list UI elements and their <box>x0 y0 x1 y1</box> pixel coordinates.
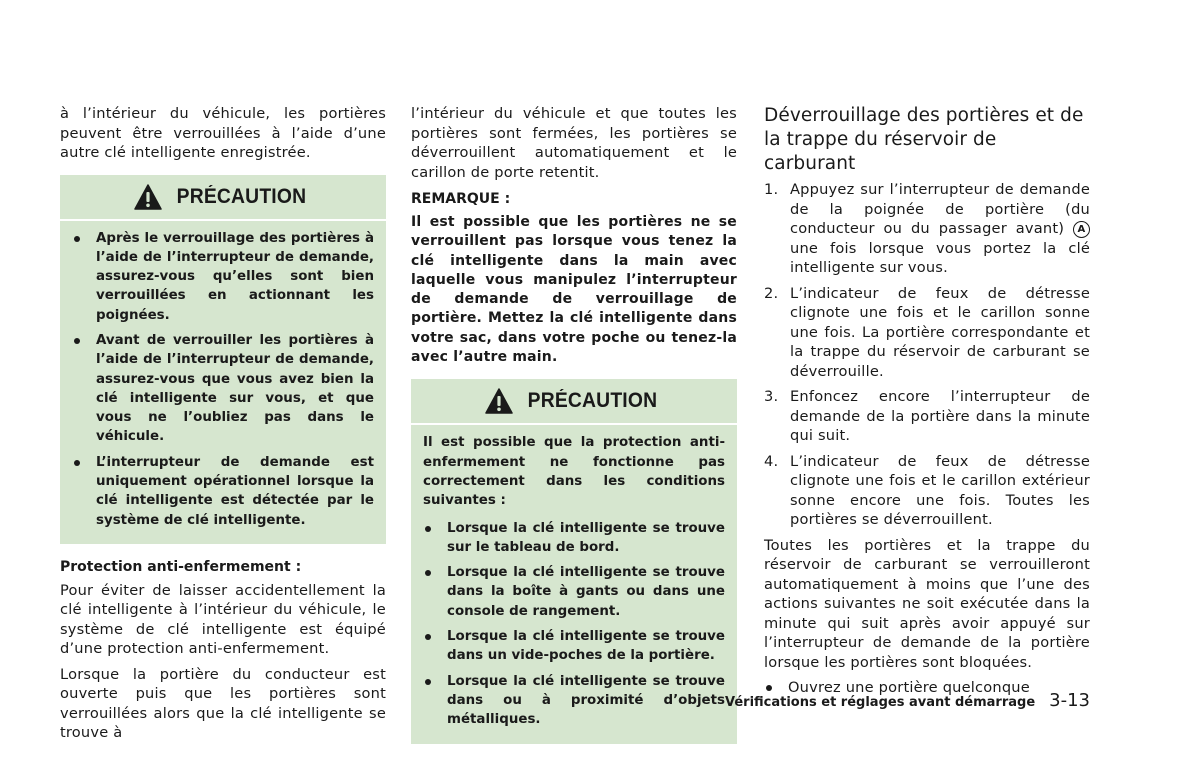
step-text: L’indicateur de feux de détresse clignote une fois et le carillon sonne une fois. La portière correspondante et la trappe du réservoir de carburant se déverrouille. <box>790 284 1090 380</box>
caution-title: PRÉCAUTION <box>527 389 658 413</box>
note-text: Il est possible que les portières ne se verrouillent pas lorsque vous tenez la clé intelligente dans la main avec laquelle vous manipulez l’interrupteur de demande de verrouillage de portière. Mettez la clé intelligente dans votre sac, dans votre poche ou tenez-la avec l’autre main. <box>411 214 737 366</box>
caution-body <box>411 425 737 729</box>
caution-list <box>72 229 374 530</box>
caution-header <box>411 379 737 425</box>
warning-icon <box>485 388 513 414</box>
step-item <box>764 387 1090 446</box>
lockout-paragraph-2: Lorsque la portière du conducteur est ouverte puis que les portières sont verrouillées alors que la clé intelligente se trouve à <box>60 665 386 742</box>
caution-item: Lorsque la clé intelligente se trouve dans la boîte à gants ou dans une console de rangement. <box>423 563 725 621</box>
lockout-label: Protection anti-enfermement : <box>60 558 302 575</box>
step-number: 3. <box>764 388 779 405</box>
column-right <box>764 104 1090 698</box>
auto-lock-paragraph: Toutes les portières et la trappe du réservoir de carburant se verrouilleront automatiquement à moins que l’une des actions suivantes ne soit exécutée dans la minute qui suit après avoir appuyé sur l’interrupteur de demande de la portière lorsque les portières sont bloquées. <box>764 536 1090 671</box>
intro-paragraph: à l’intérieur du véhicule, les portières peuvent être verrouillées à l’aide d’une autre clé intelligente enregistrée. <box>60 105 386 161</box>
caution-item: Lorsque la clé intelligente se trouve dans un vide-poches de la portière. <box>423 627 725 666</box>
step-item <box>764 452 1090 530</box>
warning-icon <box>134 184 162 210</box>
action-item: Ouvrez une portière quelconque <box>764 678 1090 698</box>
section-title <box>764 104 1090 176</box>
caution-item: Après le verrouillage des portières à l’aide de l’interrupteur de demande, assurez-vous qu’elles sont bien verrouillées en actionnant les poignées. <box>72 229 374 325</box>
step-text: L’indicateur de feux de détresse clignote une fois et le carillon extérieur sonne encore une fois. Toutes les portières se déverrouillent. <box>790 452 1090 528</box>
column-left <box>60 104 386 743</box>
caution-title: PRÉCAUTION <box>176 184 307 208</box>
step-text: Enfoncez encore l’interrupteur de demande de la portière dans la minute qui suit. <box>790 388 1090 444</box>
step-item <box>764 180 1090 278</box>
page-footer <box>725 690 1090 711</box>
step-number: 2. <box>764 284 779 302</box>
step-text: une fois lorsque vous portez la clé intelligente sur vous. <box>790 239 1090 276</box>
caution-box <box>60 175 386 544</box>
step-text: Appuyez sur l’interrupteur de demande de la poignée de portière (du conducteur ou du passager avant) <box>790 181 1090 237</box>
caution-header <box>60 175 386 221</box>
section-title-line-2: la trappe du réservoir de carburant <box>764 129 997 174</box>
caution-item: Lorsque la clé intelligente se trouve sur le tableau de bord. <box>423 519 725 558</box>
lockout-paragraph-1: Pour éviter de laisser accidentellement la clé intelligente à l’intérieur du véhicule, le système de clé intelligente est équipé d’une protection anti-enfermement. <box>60 581 386 658</box>
step-number: 4. <box>764 452 779 470</box>
caution-box-2 <box>411 379 737 743</box>
caution-intro: Il est possible que la protection anti-enfermement ne fonctionne pas correctement dans les conditions suivantes : <box>423 435 725 509</box>
caution-item: Avant de verrouiller les portières à l’aide de l’interrupteur de demande, assurez-vous que vous avez bien la clé intelligente sur vous, et que vous ne l’oubliez pas dans le véhicule. <box>72 331 374 447</box>
step-item <box>764 284 1090 382</box>
page-number: 3-13 <box>1049 690 1090 711</box>
callout-a-marker: A <box>1073 221 1090 238</box>
caution-list <box>423 519 725 730</box>
note-label: REMARQUE : <box>411 191 511 207</box>
section-title-line-1: Déverrouillage des portières et de <box>764 105 1084 126</box>
caution-body <box>60 221 386 530</box>
step-number: 1. <box>764 181 779 198</box>
caution-item: L’interrupteur de demande est uniquement opérationnel lorsque la clé intelligente est détectée par le système de clé intelligente. <box>72 453 374 530</box>
steps-list <box>764 180 1090 530</box>
continuation-paragraph: l’intérieur du véhicule et que toutes les portières sont fermées, les portières se déverrouillent automatiquement et le carillon de porte retentit. <box>411 105 737 181</box>
footer-section-title: Vérifications et réglages avant démarrage <box>724 695 1036 710</box>
column-middle <box>411 104 737 758</box>
caution-item: Lorsque la clé intelligente se trouve dans ou à proximité d’objets métalliques. <box>423 672 725 730</box>
